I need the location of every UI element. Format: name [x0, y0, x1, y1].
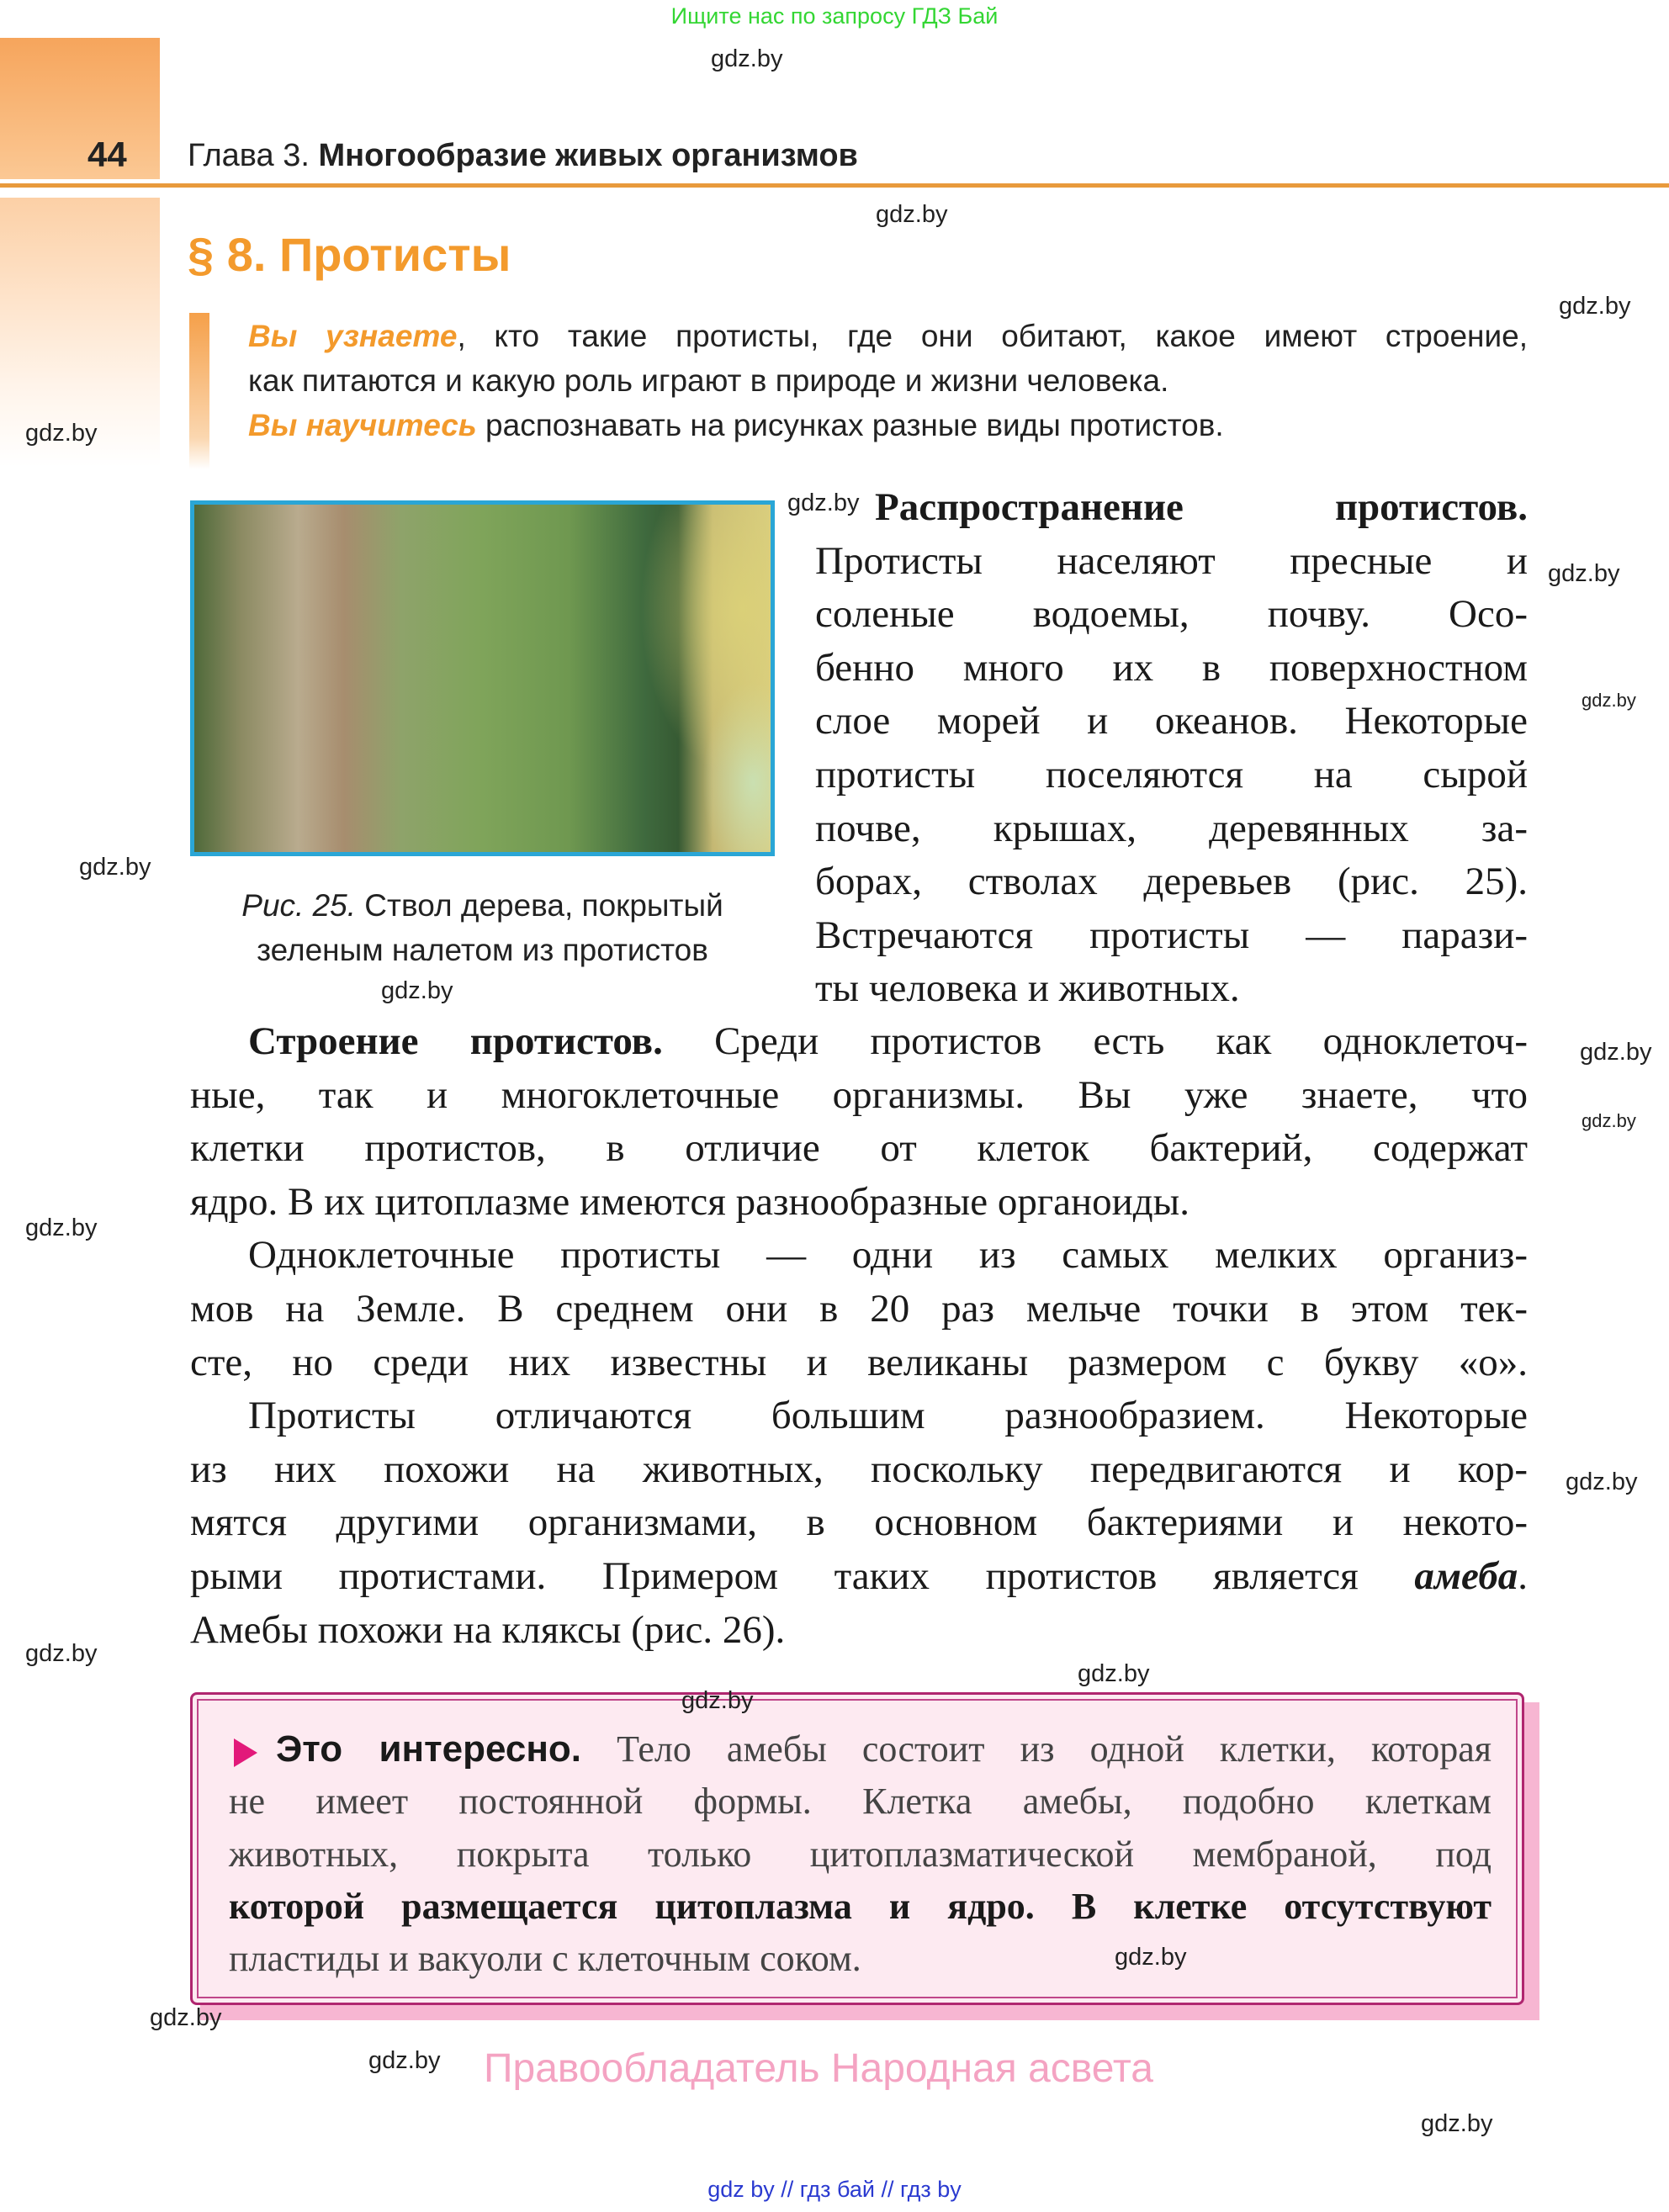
text-line: Встречаются протисты — парази-	[815, 913, 1528, 957]
text-line: Протисты отличаются большим разнообразием. Некоторые	[248, 1394, 1528, 1438]
watermark: gdz.by	[681, 1687, 754, 1714]
text-line: слое морей и океанов. Некоторые	[815, 699, 1528, 744]
box-text-line	[276, 1723, 1492, 1775]
bottom-links[interactable]: gdz by // гдз бай // гдз by	[707, 2177, 962, 2202]
watermark: gdz.by	[25, 420, 98, 447]
intro-accent-bar	[189, 313, 209, 469]
text-line	[190, 1550, 1528, 1604]
watermark: gdz.by	[1559, 293, 1631, 320]
watermark: gdz.by	[1582, 690, 1636, 711]
intro-learn-line	[248, 314, 1528, 358]
term-amoeba: амеба	[1414, 1554, 1518, 1598]
learn-label: Вы узнаете	[248, 319, 458, 353]
text-line: ты человека и животных.	[815, 966, 1240, 1011]
text-line: мятся другими организмами, в основном бактериями и некото-	[190, 1500, 1528, 1545]
watermark: gdz.by	[381, 977, 453, 1004]
text-line: клетки протистов, в отличие от клеток бактерий, содержат	[190, 1126, 1528, 1171]
text-line: мов на Земле. В среднем они в 20 раз мельче точки в этом тек-	[190, 1287, 1528, 1331]
watermark: gdz.by	[368, 2047, 441, 2074]
chapter-prefix: Глава 3.	[188, 138, 310, 173]
watermark: gdz.by	[1548, 560, 1620, 587]
watermark: gdz.by	[1566, 1468, 1638, 1495]
text-line: Одноклеточные протисты — одни из самых мелких организ-	[248, 1233, 1528, 1278]
watermark: gdz.by	[1115, 1944, 1187, 1971]
text-line: соленые водоемы, почву. Осо-	[815, 592, 1528, 637]
watermark: gdz.by	[787, 489, 860, 516]
section-title: § 8. Протисты	[188, 228, 511, 281]
watermark: gdz.by	[1580, 1039, 1652, 1066]
text-line: Амебы похожи на кляксы (рис. 26).	[190, 1607, 786, 1652]
text-line: ные, так и многоклеточные организмы. Вы уже знаете, что	[190, 1072, 1528, 1117]
box-text-line: пластиды и вакуоли с клеточным соком.	[229, 1938, 861, 1980]
text-line: ядро. В их цитоплазме имеются разнообразные органоиды.	[190, 1179, 1190, 1224]
text-line	[248, 1015, 1528, 1069]
text-line: Протисты населяют пресные и	[815, 538, 1528, 583]
watermark: gdz.by	[150, 2004, 222, 2031]
text-line: бенно много их в поверхностном	[815, 645, 1528, 690]
watermark: gdz.by	[1421, 2110, 1493, 2137]
figure-caption	[190, 883, 775, 972]
watermark: gdz.by	[1078, 1660, 1150, 1687]
text-line: из них похожи на животных, поскольку передвигаются и кор-	[190, 1447, 1528, 1491]
watermark: gdz.by	[79, 854, 151, 881]
text-segment: рыми протистами. Примером таких протистов является	[190, 1554, 1415, 1598]
intro-text: , кто такие протисты, где они обитают, какое имеют строение,	[457, 319, 1528, 353]
intro-learn-line-2: как питаются и какую роль играют в природе и жизни человека.	[248, 363, 1169, 398]
watermark: gdz.by	[711, 45, 783, 72]
page-number-tab	[0, 38, 160, 179]
watermark: gdz.by	[876, 201, 948, 228]
watermark: gdz.by	[25, 1640, 98, 1667]
text-segment: .	[1518, 1554, 1528, 1598]
watermark: gdz.by	[25, 1214, 98, 1241]
chapter-title: Многообразие живых организмов	[318, 138, 858, 173]
text-segment: Среди протистов есть как одноклеточ-	[662, 1019, 1529, 1063]
search-banner[interactable]: Ищите нас по запросу ГДЗ Бай	[670, 3, 999, 29]
caption-text: Ствол дерева, покрытый	[356, 888, 723, 923]
text-line: борах, стволах деревьев (рис. 25).	[815, 860, 1528, 904]
box-text-line: не имеет постоянной формы. Клетка амебы, подобно клеткам	[229, 1781, 1492, 1823]
copyright-notice: Правообладатель Народная асвета	[484, 2046, 1153, 2091]
box-text-line: которой размещается цитоплазма и ядро. В клетке отсутствуют	[229, 1885, 1492, 1927]
box-text-line: животных, покрыта только цитоплазматической мембраной, под	[229, 1833, 1492, 1875]
text-segment: Тело амебы состоит из одной клетки, которая	[581, 1728, 1492, 1770]
text-line: протисты поселяются на сырой	[815, 753, 1528, 796]
intro-text: распознавать на рисунках разные виды протистов.	[476, 408, 1224, 442]
box-lead: Это интересно.	[276, 1728, 582, 1770]
figure-label: Рис. 25.	[241, 888, 357, 923]
caption-text: зеленым налетом из протистов	[257, 933, 708, 967]
text-line: почве, крышах, деревянных за-	[815, 806, 1528, 850]
text-line: сте, но среди них известны и великаны размером с букву «о».	[190, 1340, 1528, 1384]
figure-25-tree-trunk-photo	[190, 500, 775, 856]
page-number: 44	[87, 135, 127, 174]
chapter-header	[188, 138, 858, 174]
subheading-structure: Строение протистов.	[248, 1019, 663, 1063]
watermark: gdz.by	[1582, 1110, 1636, 1131]
intro-skill-line	[248, 403, 1528, 447]
subheading-distribution: Распространение протистов.	[875, 485, 1528, 529]
header-divider	[0, 183, 1669, 188]
triangle-bullet-icon	[234, 1738, 257, 1767]
skill-label: Вы научитесь	[248, 408, 477, 442]
